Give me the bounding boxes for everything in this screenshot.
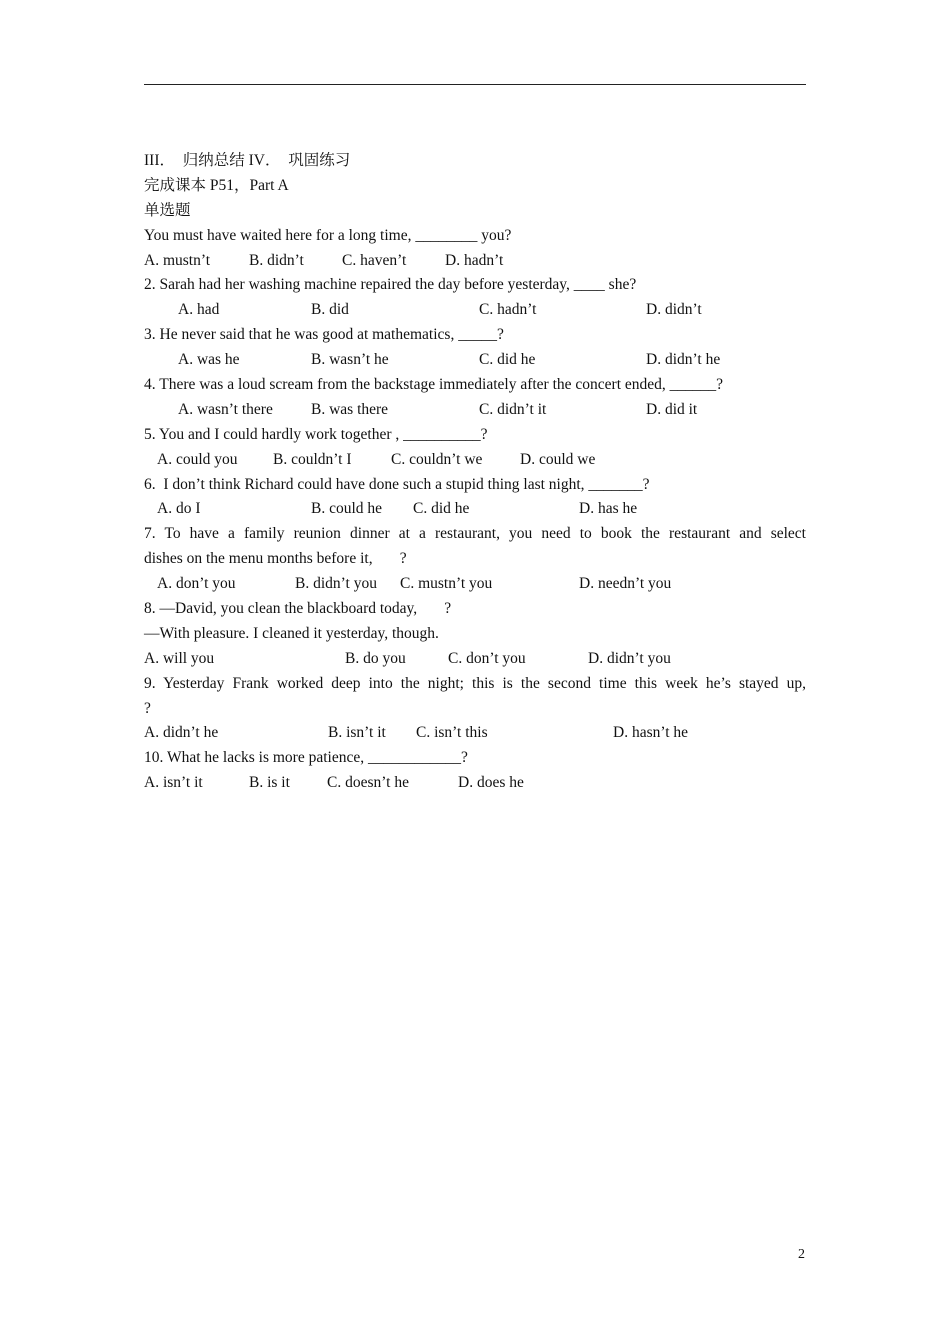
subheading: 单选题: [144, 201, 191, 219]
question-2-options: [144, 298, 806, 323]
option-d: D. didn’t he: [646, 351, 721, 369]
question-1-stem: You must have waited here for a long time, ________ you?: [144, 226, 512, 244]
question-5-options: [144, 448, 806, 473]
option-b: B. didn’t you: [295, 575, 377, 593]
option-b: B. couldn’t I: [273, 450, 352, 468]
option-b: B. didn’t: [249, 251, 304, 269]
option-b: B. do you: [345, 649, 406, 667]
question-8-options: [144, 647, 806, 672]
option-d: D. didn’t you: [588, 649, 671, 667]
question-3-stem: 3. He never said that he was good at mathematics, _____?: [144, 326, 504, 344]
document-body: [144, 149, 806, 796]
question-8-stem-line-2: —With pleasure. I cleaned it yesterday, though.: [144, 624, 439, 642]
task-line: 完成课本 P51，Part A: [144, 176, 289, 194]
section-heading: III． 归纳总结 IV． 巩固练习: [144, 152, 351, 169]
option-a: A. didn’t he: [144, 724, 219, 742]
option-c: C. couldn’t we: [391, 450, 483, 468]
option-b: B. wasn’t he: [311, 351, 389, 369]
option-c: C. don’t you: [448, 649, 526, 667]
option-b: B. was there: [311, 400, 389, 418]
option-d: D. hasn’t he: [613, 724, 689, 742]
question-9-options: [144, 721, 806, 746]
option-b: B. did: [311, 301, 349, 319]
option-a: A. isn’t it: [144, 774, 203, 792]
question-9-stem-line-1: 9. Yesterday Frank worked deep into the night; this is the second time this week he’s stayed up,: [144, 674, 806, 692]
question-7-options: [144, 572, 806, 597]
question-8-stem-line-1: 8. —David, you clean the blackboard today, ?: [144, 600, 452, 618]
option-b: B. could he: [311, 500, 383, 518]
question-4-options: [144, 398, 806, 423]
option-b: B. is it: [249, 774, 290, 792]
question-5-stem: 5. You and I could hardly work together , __________?: [144, 425, 488, 443]
option-a: A. could you: [157, 450, 238, 468]
header-rule: [144, 84, 806, 85]
question-6-stem: 6. I don’t think Richard could have done such a stupid thing last night, _______?: [144, 475, 650, 493]
question-9-stem-line-2: ?: [144, 699, 151, 717]
question-2-stem: 2. Sarah had her washing machine repaired the day before yesterday, ____ she?: [144, 276, 637, 294]
option-d: D. has he: [579, 500, 638, 518]
option-a: A. mustn’t: [144, 251, 211, 269]
option-c: C. doesn’t he: [327, 774, 409, 792]
page-number: 2: [798, 1247, 805, 1262]
option-d: D. didn’t: [646, 301, 702, 319]
option-a: A. was he: [178, 351, 240, 369]
question-1-options: [144, 249, 806, 274]
option-c: C. haven’t: [342, 251, 407, 269]
question-3-options: [144, 348, 806, 373]
option-c: C. didn’t it: [479, 400, 547, 418]
option-a: A. had: [178, 301, 220, 319]
question-6-options: [144, 497, 806, 522]
option-c: C. did he: [413, 500, 470, 518]
option-a: A. do I: [157, 500, 201, 518]
option-d: D. does he: [458, 774, 524, 792]
option-c: C. isn’t this: [416, 724, 488, 742]
question-10-options: [144, 771, 806, 796]
option-b: B. isn’t it: [328, 724, 386, 742]
question-7-stem-line-1: 7. To have a family reunion dinner at a restaurant, you need to book the restaurant and select: [144, 525, 806, 543]
option-c: C. hadn’t: [479, 301, 537, 319]
option-a: A. will you: [144, 649, 215, 667]
option-a: A. wasn’t there: [178, 400, 273, 418]
option-d: D. could we: [520, 450, 596, 468]
option-d: D. did it: [646, 400, 698, 418]
option-c: C. did he: [479, 351, 536, 369]
question-7-stem-line-2: dishes on the menu months before it, ?: [144, 550, 407, 568]
question-10-stem: 10. What he lacks is more patience, ____________?: [144, 749, 468, 767]
question-4-stem: 4. There was a loud scream from the backstage immediately after the concert ended, ______?: [144, 376, 724, 394]
option-c: C. mustn’t you: [400, 575, 493, 593]
option-d: D. needn’t you: [579, 575, 672, 593]
option-a: A. don’t you: [157, 575, 236, 593]
option-d: D. hadn’t: [445, 251, 504, 269]
